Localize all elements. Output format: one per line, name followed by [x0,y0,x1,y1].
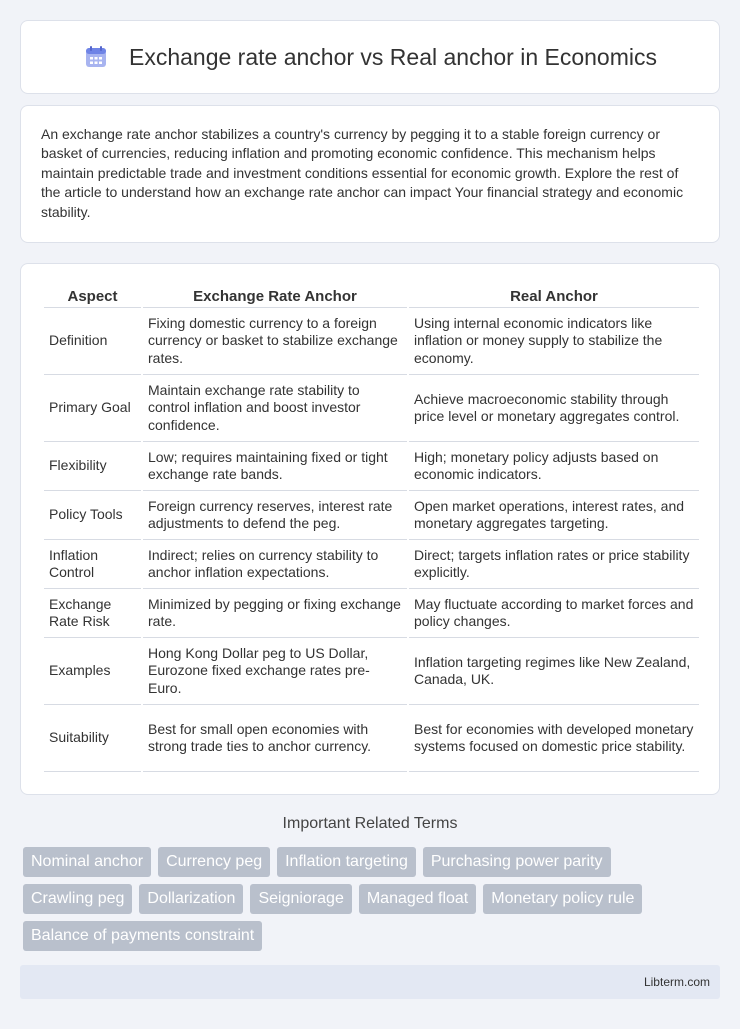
row-aspect: Flexibility [44,442,141,491]
footer [20,965,720,999]
row-aspect: Definition [44,308,141,375]
tag-dollarization[interactable]: Dollarization [139,884,243,914]
row-exchange: Foreign currency reserves, interest rate adjustments to defend the peg. [143,491,407,540]
row-exchange: Maintain exchange rate stability to control inflation and boost investor confidence. [143,375,407,442]
row-exchange: Low; requires maintaining fixed or tight exchange rate bands. [143,442,407,491]
row-real: May fluctuate according to market forces and policy changes. [409,589,699,638]
tag-balance-of-payments-constraint[interactable]: Balance of payments constraint [23,921,262,951]
table-header-row [44,286,699,308]
row-real: Using internal economic indicators like inflation or money supply to stabilize the economy. [409,308,699,375]
row-aspect: Policy Tools [44,491,141,540]
table-row [44,705,699,772]
row-exchange: Indirect; relies on currency stability to anchor inflation expectations. [143,540,407,589]
row-real: High; monetary policy adjusts based on economic indicators. [409,442,699,491]
tag-currency-peg[interactable]: Currency peg [158,847,270,877]
table-row [44,589,699,638]
tag-nominal-anchor[interactable]: Nominal anchor [23,847,151,877]
row-real: Open market operations, interest rates, and monetary aggregates targeting. [409,491,699,540]
row-exchange: Best for small open economies with strong trade ties to anchor currency. [143,705,407,772]
table-row [44,540,699,589]
related-terms-title: Important Related Terms [282,815,458,832]
calendar-icon [83,44,109,70]
table-row [44,638,699,705]
header-aspect: Aspect [44,286,141,308]
row-aspect: Exchange Rate Risk [44,589,141,638]
comparison-table [42,286,701,772]
row-aspect: Suitability [44,705,141,772]
row-aspect: Primary Goal [44,375,141,442]
tag-seigniorage[interactable]: Seigniorage [250,884,351,914]
intro-text: An exchange rate anchor stabilizes a country's currency by pegging it to a stable foreign currency or basket of currencies, reducing inflation and promoting economic confidence. This mechanism helps maintain predictable trade and investment conditions essential for economic growth. Explore the rest of the article to understand how an exchange rate anchor can impact Your financial strategy and economic stability. [41,126,684,220]
header-real-anchor: Real Anchor [409,286,699,308]
table-row [44,308,699,375]
header-card [20,20,720,94]
table-row [44,491,699,540]
footer-site-link[interactable]: Libterm.com [643,975,710,989]
intro-card [20,105,720,243]
row-exchange: Hong Kong Dollar peg to US Dollar, Eurozone fixed exchange rates pre-Euro. [143,638,407,705]
page-title: Exchange rate anchor vs Real anchor in Economics [128,43,657,70]
tag-inflation-targeting[interactable]: Inflation targeting [277,847,416,877]
row-aspect: Examples [44,638,141,705]
tag-monetary-policy-rule[interactable]: Monetary policy rule [483,884,642,914]
related-terms-tags [23,847,723,951]
row-real: Direct; targets inflation rates or price stability explicitly. [409,540,699,589]
row-real: Inflation targeting regimes like New Zealand, Canada, UK. [409,638,699,705]
row-real: Achieve macroeconomic stability through price level or monetary aggregates control. [409,375,699,442]
title-wrap [21,21,719,93]
comparison-table-card [20,263,720,795]
row-aspect: Inflation Control [44,540,141,589]
row-exchange: Fixing domestic currency to a foreign currency or basket to stabilize exchange rates. [143,308,407,375]
tag-crawling-peg[interactable]: Crawling peg [23,884,132,914]
row-real: Best for economies with developed monetary systems focused on domestic price stability. [409,705,699,772]
tag-managed-float[interactable]: Managed float [359,884,476,914]
tag-purchasing-power-parity[interactable]: Purchasing power parity [423,847,611,877]
table-row [44,442,699,491]
table-row [44,375,699,442]
header-exchange-rate-anchor: Exchange Rate Anchor [143,286,407,308]
row-exchange: Minimized by pegging or fixing exchange rate. [143,589,407,638]
